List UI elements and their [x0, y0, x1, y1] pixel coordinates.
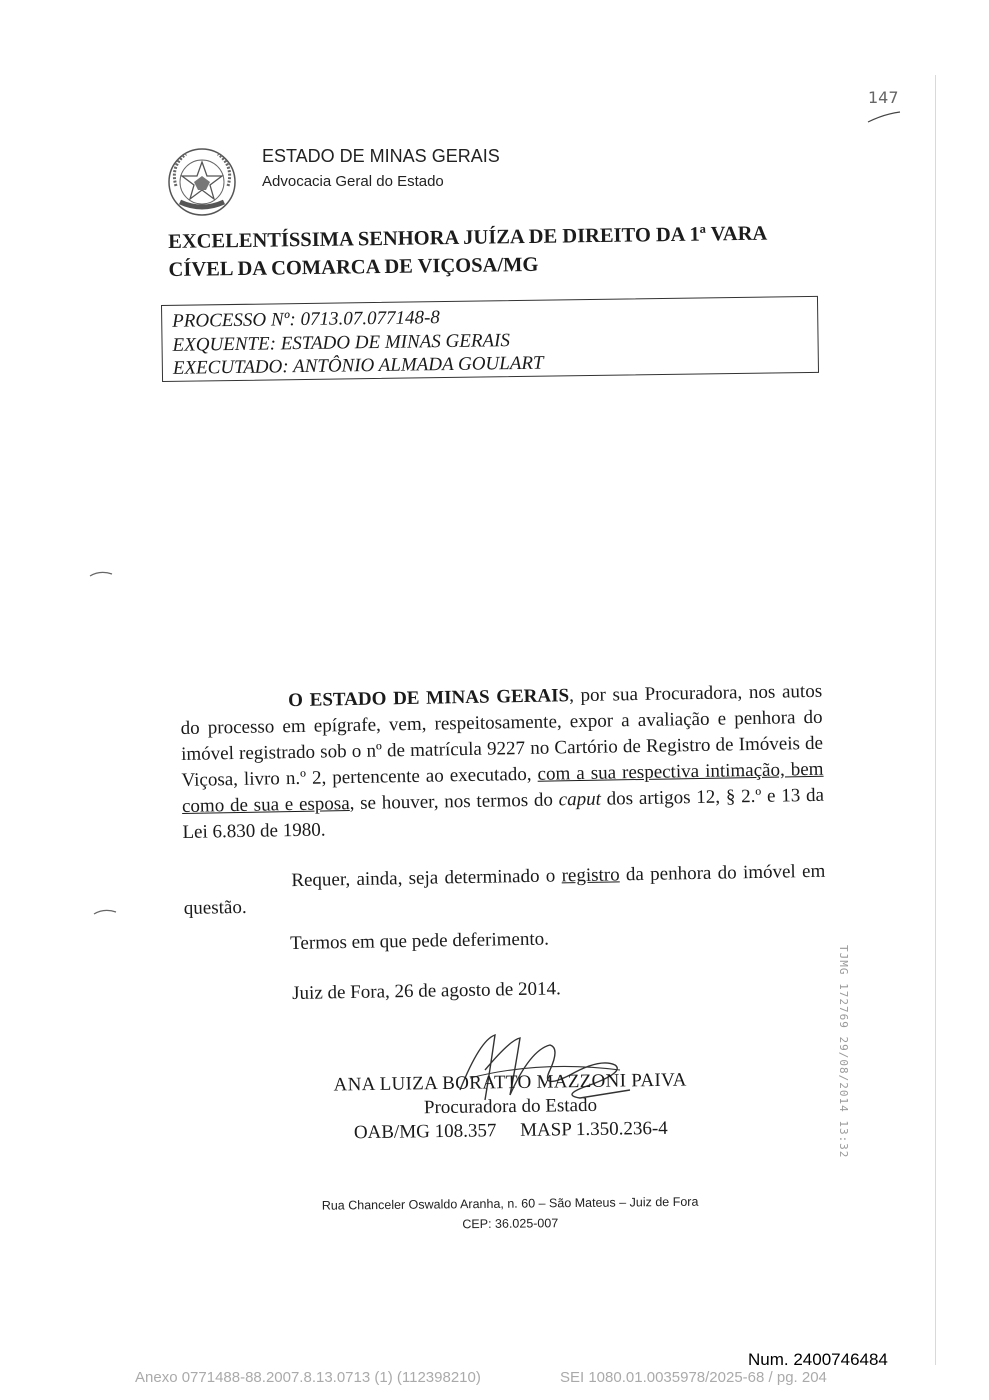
paragraph-2-text-a: Requer, ainda, seja determinado o — [291, 865, 562, 892]
paragraph-1-text-c: dos artigos 12, § 2.º e 13 da Lei 6.830 de 1980. — [182, 784, 825, 843]
annex-reference: Anexo 0771488-88.2007.8.13.0713 (1) (112398210) — [135, 1369, 481, 1386]
state-seal-icon — [166, 146, 238, 218]
paragraph-1-text-b: , se houver, nos termos do — [349, 789, 559, 815]
signer-title: Procuradora do Estado — [423, 1094, 598, 1119]
margin-hole-mark — [88, 570, 114, 578]
addressee-heading — [168, 219, 829, 284]
paragraph-2 — [183, 859, 826, 922]
department-name: Advocacia Geral do Estado — [262, 173, 444, 190]
process-info-box — [161, 296, 819, 382]
process-exequente: EXQUENTE: ESTADO DE MINAS GERAIS — [172, 329, 511, 356]
process-executado: EXECUTADO: ANTÔNIO ALMADA GOULART — [172, 352, 544, 379]
footer-address-cep: CEP: 36.025-007 — [462, 1216, 559, 1232]
paragraph-1-underlined: com a sua respectiva intimação, bem como de sua e esposa — [181, 758, 824, 817]
document-number: Num. 2400746484 — [748, 1350, 888, 1369]
footer-address — [290, 1191, 730, 1236]
paragraph-1 — [180, 679, 825, 846]
addressee-line-2: CÍVEL DA COMARCA DE VIÇOSA/MG — [168, 253, 539, 281]
signature-block — [300, 1068, 721, 1146]
place-and-date: Juiz de Fora, 26 de agosto de 2014. — [292, 978, 561, 1004]
paragraph-2-text-b: da penhora do imóvel em questão. — [183, 860, 826, 919]
paragraph-1-text-a: , por sua Procuradora, nos autos do processo em epígrafe, vem, respeitosamente, expor a avaliação e penhora do imóvel registrado sob o nº de matrícula 9227 no Cartório de Registro de Imóveis de Viçosa, livro n.º 2, pertencente ao executado, — [180, 680, 824, 791]
addressee-line-1: EXCELENTÍSSIMA SENHORA JUÍZA DE DIREITO DA 1ª VARA — [168, 222, 768, 253]
state-name-bold: O ESTADO DE MINAS GERAIS — [288, 685, 570, 712]
protocol-stamp: TJMG 172769 29/08/2014 13:32 — [837, 945, 850, 1159]
state-name: ESTADO DE MINAS GERAIS — [262, 146, 500, 166]
sei-reference: SEI 1080.01.0035978/2025-68 / pg. 204 — [560, 1369, 827, 1386]
signer-registration: OAB/MG 108.357 MASP 1.350.236-4 — [353, 1117, 668, 1144]
page-edge-line — [935, 75, 936, 1365]
page-number-underline-mark — [866, 110, 902, 124]
caput-italic: caput — [558, 788, 602, 811]
registro-underlined: registro — [561, 864, 620, 887]
closing-request: Termos em que pede deferimento. — [290, 928, 550, 954]
petition-body — [180, 679, 826, 922]
margin-hole-mark — [92, 908, 118, 916]
handwritten-page-number: 147 — [868, 88, 899, 107]
process-number: PROCESSO Nº: 0713.07.077148-8 — [172, 307, 441, 332]
signer-name: ANA LUIZA BORATTO MAZZONI PAIVA — [333, 1069, 687, 1096]
footer-address-street: Rua Chanceler Oswaldo Aranha, n. 60 – São Mateus – Juiz de Fora — [321, 1194, 699, 1213]
